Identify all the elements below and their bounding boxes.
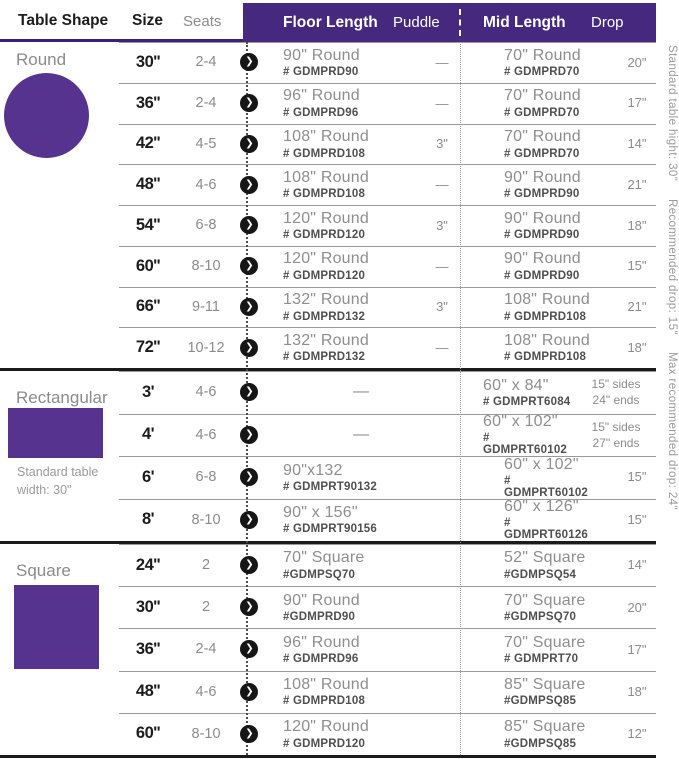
floor-length-cell (262, 332, 403, 363)
size-cell: 48'' (135, 682, 161, 701)
seats-cell: 6-8 (195, 217, 217, 234)
mid-length-item-code: # GDMPRD90 (504, 188, 580, 201)
drop-value: 20" (627, 54, 647, 70)
table-body (0, 42, 656, 758)
table-row (0, 713, 656, 755)
mid-length-cell (460, 377, 576, 408)
table-row (0, 327, 656, 368)
mid-length-value: 70" Round (504, 46, 581, 64)
seats-cell: 8-10 (191, 258, 221, 275)
side-note-table-height: Standard table hight: 30" (666, 45, 678, 182)
mid-length-cell (481, 332, 597, 363)
arrow-cell (236, 640, 262, 658)
mid-length-item-code: # GDMPRT70 (504, 653, 579, 666)
mid-length-item-code: # GDMPRT60126 (504, 517, 589, 542)
floor-length-cell (262, 676, 403, 707)
seats-cell: 9-11 (192, 298, 220, 315)
mid-length-item-code: #GDMPSQ85 (504, 737, 577, 750)
floor-length-cell (262, 718, 403, 749)
chevron-right-icon: ❯ (240, 135, 258, 153)
mid-length-value: 85" Square (504, 675, 586, 693)
shape-note: Standard table width: 30" (17, 465, 99, 498)
table-header (0, 0, 679, 42)
mid-length-cell (481, 47, 597, 78)
table-row (0, 456, 656, 499)
chevron-right-icon: ❯ (240, 598, 258, 616)
chevron-right-icon: ❯ (240, 640, 258, 658)
drop-value: 15" (627, 258, 647, 274)
floor-length-item-code: # GDMPRD132 (283, 351, 366, 364)
seats-cell: 2-4 (195, 54, 217, 71)
mid-length-cell (481, 250, 597, 281)
column-header-puddle: Puddle (393, 14, 440, 31)
mid-length-item-code: # GDMPRD108 (504, 310, 587, 323)
floor-length-value: 90" Round (283, 46, 360, 64)
chevron-right-icon: ❯ (240, 216, 258, 234)
table-row (0, 628, 656, 670)
floor-length-value: 108" Round (283, 675, 369, 693)
floor-length-item-code: # GDMPRD120 (283, 737, 366, 750)
floor-length-item-code: # GDMPRT90132 (283, 480, 377, 493)
arrow-cell (236, 94, 262, 112)
floor-length-item-code: # GDMPRD96 (283, 653, 359, 666)
drop-value: 15" (627, 511, 647, 527)
seats-cell: 2 (201, 557, 211, 574)
floor-length-item-code: # GDMPRD108 (283, 147, 366, 160)
floor-length-item-code: # GDMPRD120 (283, 229, 366, 242)
table-row (0, 83, 656, 124)
floor-length-cell (262, 210, 403, 241)
section-round (0, 42, 656, 368)
floor-length-item-code: # GDMPRD108 (283, 695, 366, 708)
mid-length-value: 60" x 102" (483, 413, 558, 431)
mid-length-cell (460, 413, 576, 456)
floor-length-cell (262, 47, 403, 78)
section-square (0, 541, 656, 755)
size-cell: 24'' (135, 555, 161, 574)
mid-length-item-code: # GDMPRD70 (504, 106, 580, 119)
table-row (0, 671, 656, 713)
floor-length-item-code: #GDMPRD90 (283, 610, 356, 623)
arrow-cell (236, 216, 262, 234)
floor-length-value: 90"x132 (283, 461, 343, 479)
seats-cell: 8-10 (191, 511, 221, 528)
floor-length-cell (262, 128, 403, 159)
floor-length-item-code: # GDMPRD108 (283, 188, 366, 201)
size-cell: 48'' (135, 175, 161, 194)
mid-length-value: 60" x 102" (504, 455, 579, 473)
floor-length-cell (262, 634, 403, 665)
seats-cell: 10-12 (187, 339, 225, 356)
mid-length-value: 70" Square (504, 591, 586, 609)
floor-length-cell (262, 462, 403, 493)
arrow-cell (236, 426, 262, 444)
mid-length-cell (481, 456, 597, 499)
mid-length-value: 90" Round (504, 168, 581, 186)
arrow-cell (236, 298, 262, 316)
arrow-cell (236, 556, 262, 574)
mid-length-item-code: # GDMPRD70 (504, 147, 580, 160)
size-cell: 30'' (135, 52, 161, 71)
floor-length-cell (262, 291, 403, 322)
mid-length-value: 85" Square (504, 718, 586, 736)
size-cell: 36'' (135, 93, 161, 112)
header-dashed-divider (459, 9, 461, 36)
mid-length-item-code: #GDMPSQ54 (504, 568, 577, 581)
arrow-cell (236, 598, 262, 616)
arrow-cell (236, 176, 262, 194)
side-note-max-drop: Max recommended drop: 24" (666, 352, 678, 511)
drop-ends-value: 24" ends (592, 393, 640, 408)
column-header-floor-length: Floor Length (283, 13, 378, 31)
chevron-right-icon: ❯ (240, 683, 258, 701)
floor-length-value: 108" Round (283, 168, 369, 186)
header-left (0, 3, 243, 42)
side-notes (656, 45, 678, 745)
chevron-right-icon: ❯ (240, 468, 258, 486)
floor-length-value: 120" Round (283, 250, 369, 268)
puddle-cell: — (435, 340, 449, 356)
size-cell: 54'' (135, 215, 161, 234)
table-row (0, 414, 656, 457)
mid-length-item-code: # GDMPRD108 (504, 351, 587, 364)
mid-length-value: 90" Round (504, 250, 581, 268)
mid-length-cell (481, 676, 597, 707)
arrow-cell (236, 683, 262, 701)
seats-cell: 4-5 (195, 135, 217, 152)
mid-length-value: 108" Round (504, 291, 590, 309)
drop-value: 17" (627, 95, 647, 111)
mid-length-cell (481, 210, 597, 241)
table-row (0, 164, 656, 205)
arrow-cell (236, 468, 262, 486)
mid-length-value: 70" Round (504, 128, 581, 146)
size-cell: 36'' (135, 639, 161, 658)
size-cell: 6' (141, 467, 155, 486)
table-row (0, 287, 656, 328)
arrow-cell (236, 135, 262, 153)
seats-cell: 4-6 (195, 384, 217, 401)
mid-length-item-code: # GDMPRT60102 (483, 432, 568, 457)
mid-length-cell (481, 592, 597, 623)
seats-cell: 6-8 (195, 469, 217, 486)
floor-length-item-code: # GDMPRD90 (283, 66, 359, 79)
floor-length-cell (262, 87, 403, 118)
seats-cell: 4-6 (195, 683, 217, 700)
mid-column-dotted-line (460, 42, 461, 755)
floor-length-value: 96" Round (283, 87, 360, 105)
puddle-cell: — (435, 54, 449, 70)
floor-length-value: 90" x 156" (283, 504, 358, 522)
mid-length-cell (481, 718, 597, 749)
mid-length-cell (481, 498, 597, 541)
drop-value: 17" (627, 641, 647, 657)
mid-length-item-code: # GDMPRT6084 (483, 395, 571, 408)
chevron-right-icon: ❯ (240, 426, 258, 444)
drop-value: 15" (627, 469, 647, 485)
mid-length-cell (481, 169, 597, 200)
arrow-cell (236, 53, 262, 71)
mid-length-value: 108" Round (504, 331, 590, 349)
puddle-cell: — (435, 177, 449, 193)
mid-length-value: 60" x 126" (504, 498, 579, 516)
drop-value: 20" (627, 599, 647, 615)
puddle-cell: 3" (436, 299, 448, 315)
floor-length-cell (262, 549, 403, 580)
floor-length-value: 90" Round (283, 591, 360, 609)
drop-value: 14" (627, 557, 647, 573)
floor-length-value: 108" Round (283, 128, 369, 146)
shape-section-label: Square (16, 561, 71, 580)
column-header-seats: Seats (183, 12, 222, 30)
column-header-mid-length: Mid Length (483, 13, 566, 31)
drop-value: 18" (627, 683, 647, 699)
size-cell: 8' (141, 510, 155, 529)
table-row (0, 42, 656, 83)
floor-length-cell: — (353, 425, 369, 443)
mid-length-cell (481, 87, 597, 118)
table-row (0, 205, 656, 246)
floor-length-item-code: #GDMPSQ70 (283, 568, 356, 581)
floor-length-value: 120" Round (283, 718, 369, 736)
floor-length-cell (262, 250, 403, 281)
seats-cell: 8-10 (191, 725, 221, 742)
drop-value: 14" (627, 136, 647, 152)
table-row (0, 586, 656, 628)
table-row (0, 499, 656, 542)
floor-length-item-code: # GDMPRD120 (283, 269, 366, 282)
puddle-cell: — (435, 258, 449, 274)
floor-length-item-code: # GDMPRT90156 (283, 523, 377, 536)
mid-length-item-code: #GDMPSQ85 (504, 695, 577, 708)
table-row (0, 124, 656, 165)
mid-length-cell (481, 128, 597, 159)
mid-length-value: 90" Round (504, 209, 581, 227)
chevron-right-icon: ❯ (240, 53, 258, 71)
arrow-cell (236, 511, 262, 529)
chevron-right-icon: ❯ (240, 257, 258, 275)
floor-length-cell (262, 592, 403, 623)
drop-value: 21" (627, 299, 647, 315)
side-note-recommended-drop: Recommended drop: 15" (666, 198, 678, 335)
drop-value: 21" (627, 176, 647, 192)
shape-section-label: Round (16, 50, 67, 69)
size-cell: 3' (141, 382, 155, 401)
size-cell: 72'' (135, 338, 161, 357)
chevron-right-icon: ❯ (240, 176, 258, 194)
table-row (0, 544, 656, 586)
section-rectangular (0, 368, 656, 541)
chevron-right-icon: ❯ (240, 511, 258, 529)
drop-sides-value: 15" sides (591, 377, 641, 392)
mid-length-item-code: # GDMPRD90 (504, 269, 580, 282)
arrow-cell (236, 257, 262, 275)
column-header-size: Size (132, 12, 164, 29)
floor-length-item-code: # GDMPRD96 (283, 106, 359, 119)
floor-length-cell (262, 169, 403, 200)
drop-cell (576, 376, 656, 408)
drop-ends-value: 27" ends (592, 435, 640, 450)
arrow-cell (236, 725, 262, 743)
size-cell: 66'' (135, 297, 161, 316)
mid-length-cell (481, 549, 597, 580)
puddle-cell: 3" (436, 217, 448, 233)
chevron-right-icon: ❯ (240, 94, 258, 112)
floor-length-value: 70" Square (283, 549, 365, 567)
column-header-drop: Drop (591, 14, 624, 31)
size-cell: 4' (141, 425, 155, 444)
mid-length-cell (481, 291, 597, 322)
column-header-table-shape: Table Shape (18, 12, 109, 29)
drop-sides-value: 15" sides (591, 419, 641, 434)
header-purple-band (243, 3, 656, 42)
mid-length-value: 70" Round (504, 87, 581, 105)
mid-length-value: 70" Square (504, 633, 586, 651)
floor-length-item-code: # GDMPRD132 (283, 310, 366, 323)
arrow-cell (236, 339, 262, 357)
drop-value: 18" (627, 217, 647, 233)
size-cell: 30'' (135, 597, 161, 616)
mid-length-item-code: # GDMPRD70 (504, 66, 580, 79)
size-cell: 60'' (135, 256, 161, 275)
mid-length-cell (481, 634, 597, 665)
size-cell: 42'' (135, 134, 161, 153)
mid-length-item-code: # GDMPRD90 (504, 229, 580, 242)
seats-cell: 2-4 (195, 95, 217, 112)
table-row (0, 246, 656, 287)
puddle-cell: 3" (436, 136, 448, 152)
floor-length-value: 120" Round (283, 209, 369, 227)
mid-length-value: 52" Square (504, 549, 586, 567)
seats-cell: 4-6 (195, 176, 217, 193)
size-cell: 60'' (135, 724, 161, 743)
chevron-right-icon: ❯ (240, 725, 258, 743)
floor-length-value: 132" Round (283, 331, 369, 349)
floor-length-cell: — (353, 383, 369, 401)
floor-length-value: 132" Round (283, 291, 369, 309)
seats-cell: 4-6 (195, 426, 217, 443)
chevron-right-icon: ❯ (240, 383, 258, 401)
shape-section-label: Rectangular (16, 388, 108, 407)
drop-value: 12" (627, 726, 647, 742)
table-row (0, 371, 656, 414)
seats-cell: 2 (201, 599, 211, 616)
arrow-cell (236, 383, 262, 401)
mid-length-item-code: # GDMPRT60102 (504, 474, 589, 499)
mid-length-item-code: #GDMPSQ70 (504, 610, 577, 623)
floor-length-value: 96" Round (283, 633, 360, 651)
drop-cell (576, 419, 656, 451)
seats-cell: 2-4 (195, 641, 217, 658)
chevron-right-icon: ❯ (240, 298, 258, 316)
floor-length-cell (262, 504, 403, 535)
chevron-right-icon: ❯ (240, 556, 258, 574)
chevron-right-icon: ❯ (240, 339, 258, 357)
puddle-cell: — (435, 95, 449, 111)
drop-value: 18" (627, 339, 647, 355)
mid-length-value: 60" x 84" (483, 376, 549, 394)
